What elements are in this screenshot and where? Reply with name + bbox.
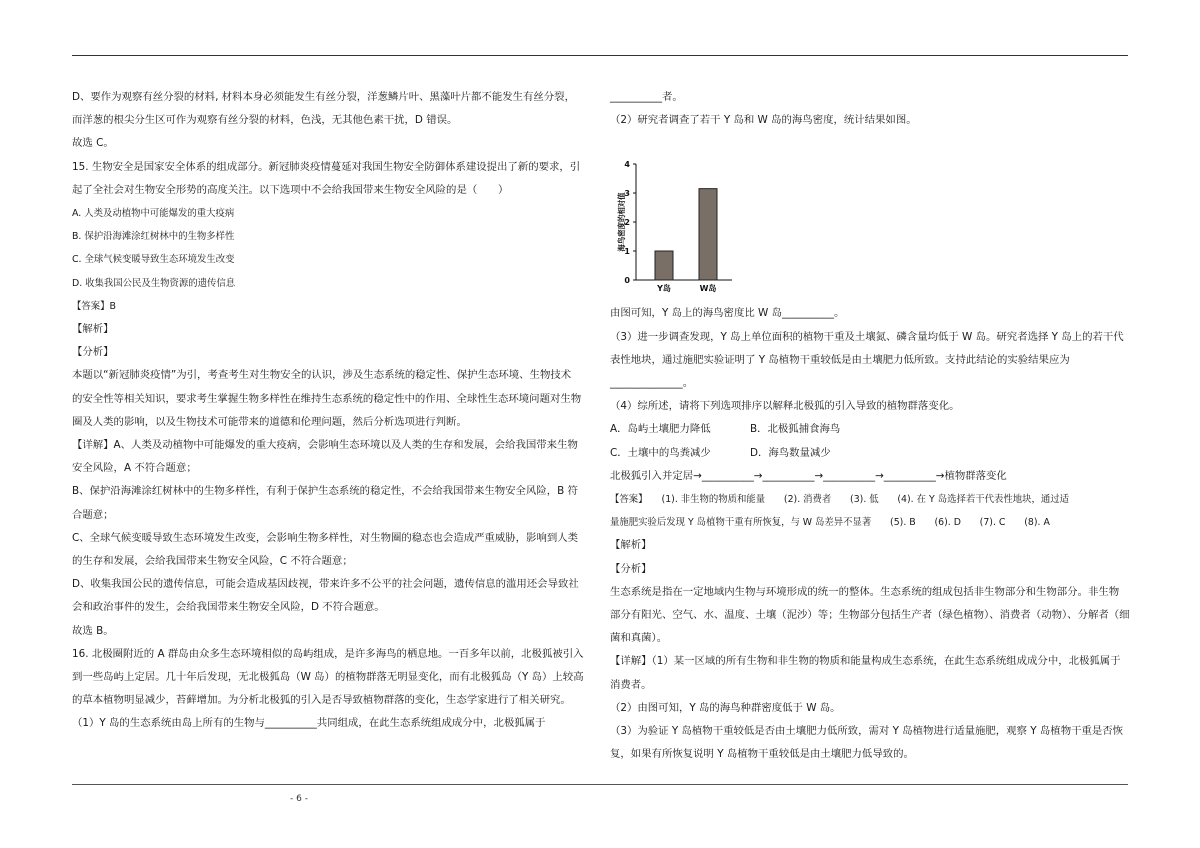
text-line: （4）综所述，请将下列选项排序以解释北极狐的引入导致的植物群落变化。	[610, 400, 960, 413]
text-line: 菌和真菌）。	[610, 632, 668, 645]
bar	[699, 189, 717, 280]
left-column	[72, 86, 592, 736]
question-16-stem: 16. 北极圈附近的 A 群岛由众多生态环境相似的岛屿组成，是许多海鸟的栖息地。一百多年以前，北极狐被引入	[72, 647, 584, 660]
x-tick-label: Y岛	[657, 284, 671, 294]
text-line: 圈及人类的影响，以及生物技术可能带来的道德和伦理问题，然后分析选项进行判断。	[72, 415, 467, 428]
text-line: 到一些岛屿上定居。几十年后发现，无北极狐岛（W 岛）的植物群落无明显变化，而有北极狐岛（Y 岛）上较高	[72, 671, 584, 684]
text-line: 复，如果有所恢复说明 Y 岛植物干重较低是由土壤肥力低导致的。	[610, 748, 914, 761]
y-tick-label: 4	[624, 160, 630, 170]
option-row	[610, 442, 1130, 465]
text-line: （2）研究者调查了若干 Y 岛和 W 岛的海鸟密度，统计结果如图。	[610, 114, 917, 127]
option-row	[610, 418, 1130, 441]
text-line: （3）为验证 Y 岛植物干重较低是否由土壤肥力低所致，需对 Y 岛植物进行适量施肥，观察 Y 岛植物干重是否恢	[610, 725, 1124, 738]
x-tick-label: W岛	[699, 284, 717, 294]
y-tick-label: 0	[624, 276, 630, 286]
bar-chart	[610, 134, 740, 298]
y-axis-label: 海鸟密度的相对值	[617, 192, 626, 252]
text-line: __________者。	[610, 91, 683, 103]
question-15-stem: 15. 生物安全是国家安全体系的组成部分。新冠肺炎疫情蔓延对我国生物安全防御体系建设提出了新的要求，引	[72, 160, 581, 173]
page-number: - 6 -	[290, 794, 308, 804]
answer-line: 【答案】 (1). 非生物的物质和能量 (2). 消费者 (3). 低 (4). 在 Y 岛选择若干代表性地块，通过适	[610, 494, 1069, 506]
option-c: C．土壤中的鸟粪减少	[610, 446, 711, 459]
right-column	[610, 86, 1130, 766]
option-d: D．海鸟数量减少	[750, 446, 831, 459]
text-line: C、全球气候变暖导致生态环境发生改变，会影响生物多样性，对生物圈的稳态也会造成严重威胁，影响到人类	[72, 531, 579, 544]
text-line: 故选 B。	[72, 624, 114, 637]
text-line: 消费者。	[610, 678, 652, 691]
text-line: 本题以“新冠肺炎疫情”为引，考查考生对生物安全的认识，涉及生态系统的稳定性、保护生态环境、生物技术	[72, 369, 572, 382]
text-line: 部分有阳光、空气、水、温度、土壤（泥沙）等；生物部分包括生产者（绿色植物）、消费者（动物）、分解者（细	[610, 609, 1130, 622]
text-line: D、收集我国公民的遗传信息，可能会造成基因歧视，带来许多不公平的社会问题，遗传信息的滥用还会导致社	[72, 578, 579, 591]
text-line: 会和政治事件的发生，会给我国带来生物安全风险，D 不符合题意。	[72, 601, 385, 614]
analysis-label: 【解析】	[610, 539, 652, 552]
text-line: ______________。	[610, 377, 694, 390]
text-line: 安全风险，A 不符合题意；	[72, 462, 197, 475]
option-a: A．岛屿土壤肥力降低	[610, 423, 711, 436]
text-line: 的安全性等相关知识，要求考生掌握生物多样性在维持生态系统的稳定性中的作用、全球性生态环境问题对生物	[72, 392, 582, 405]
text-line: 由图可知，Y 岛上的海鸟密度比 W 岛__________。	[610, 307, 845, 320]
option-c: C. 全球气候变暖导致生态环境发生改变	[72, 254, 235, 266]
bar	[655, 251, 673, 280]
y-tick-label: 1	[624, 247, 630, 257]
text-line: 的草本植物明显减少，苔藓增加。为分析北极狐的引入是否导致植物群落的变化，生态学家进行了相关研究。	[72, 694, 571, 707]
answer-label: 【答案】B	[72, 300, 116, 312]
option-b: B．北极狐捕食海鸟	[750, 423, 841, 436]
seabird-density-chart	[610, 134, 1130, 302]
y-tick-label: 2	[624, 218, 630, 228]
analysis-heading: 【分析】	[72, 346, 114, 359]
footer-rule	[72, 784, 1128, 785]
header-rule	[72, 55, 1128, 56]
y-tick-label: 3	[624, 189, 630, 199]
text-line: 表性地块，通过施肥实验证明了 Y 岛植物干重较低是由土壤肥力低所致。支持此结论的实验结果应为	[610, 353, 1070, 366]
text-line: 合题意；	[72, 508, 114, 521]
answer-line: 量施肥实验后发现 Y 岛植物干重有所恢复，与 W 岛差异不显著 (5). B (6). D (7). C (8). A	[610, 517, 1050, 529]
text-line: 生态系统是指在一定地域内生物与环境形成的统一的整体。生态系统的组成包括非生物部分和生物部分。非生物	[610, 585, 1120, 598]
detail-label: 【详解】（1）某一区域的所有生物和非生物的物质和能量构成生态系统，在此生态系统组成成分中，北极狐属于	[610, 655, 1121, 668]
option-d: D. 收集我国公民及生物资源的遗传信息	[72, 277, 236, 289]
text-line: （1）Y 岛的生态系统由岛上所有的生物与__________共同组成，在此生态系统组成成分中，北极狐属于	[72, 717, 546, 730]
text-line: 的生存和发展，会给我国带来生物安全风险，C 不符合题意；	[72, 555, 353, 568]
text-line: （3）进一步调查发现，Y 岛上单位面积的植物干重及土壤氮、磷含量均低于 W 岛。研究者选择 Y 岛上的若干代	[610, 330, 1124, 343]
text-line: 故选 C。	[72, 137, 114, 150]
text-line: 起了全社会对生物安全形势的高度关注。以下选项中不会给我国带来生物安全风险的是（ ）	[72, 183, 509, 196]
sequence-line: 北极狐引入并定居→__________→__________→__________→__________→植物群落变化	[610, 469, 1007, 482]
text-line: B、保护沿海滩涂红树林中的生物多样性，有利于保护生态系统的稳定性，不会给我国带来生物安全风险，B 符	[72, 485, 578, 498]
text-line: 而洋葱的根尖分生区可作为观察有丝分裂的材料，色浅，无其他色素干扰，D 错误。	[72, 114, 458, 127]
option-b: B. 保护沿海滩涂红树林中的生物多样性	[72, 231, 235, 243]
option-a: A. 人类及动植物中可能爆发的重大疫病	[72, 208, 235, 220]
analysis-label: 【解析】	[72, 323, 114, 336]
detail-label: 【详解】A、人类及动植物中可能爆发的重大疫病，会影响生态环境以及人类的生存和发展，会给我国带来生物	[72, 439, 578, 452]
analysis-heading: 【分析】	[610, 562, 652, 575]
text-line: D、要作为观察有丝分裂的材料, 材料本身必须能发生有丝分裂，洋葱鳞片叶、黑藻叶片都不能发生有丝分裂，	[72, 91, 575, 103]
text-line: （2）由图可知，Y 岛的海鸟种群密度低于 W 岛。	[610, 701, 841, 714]
